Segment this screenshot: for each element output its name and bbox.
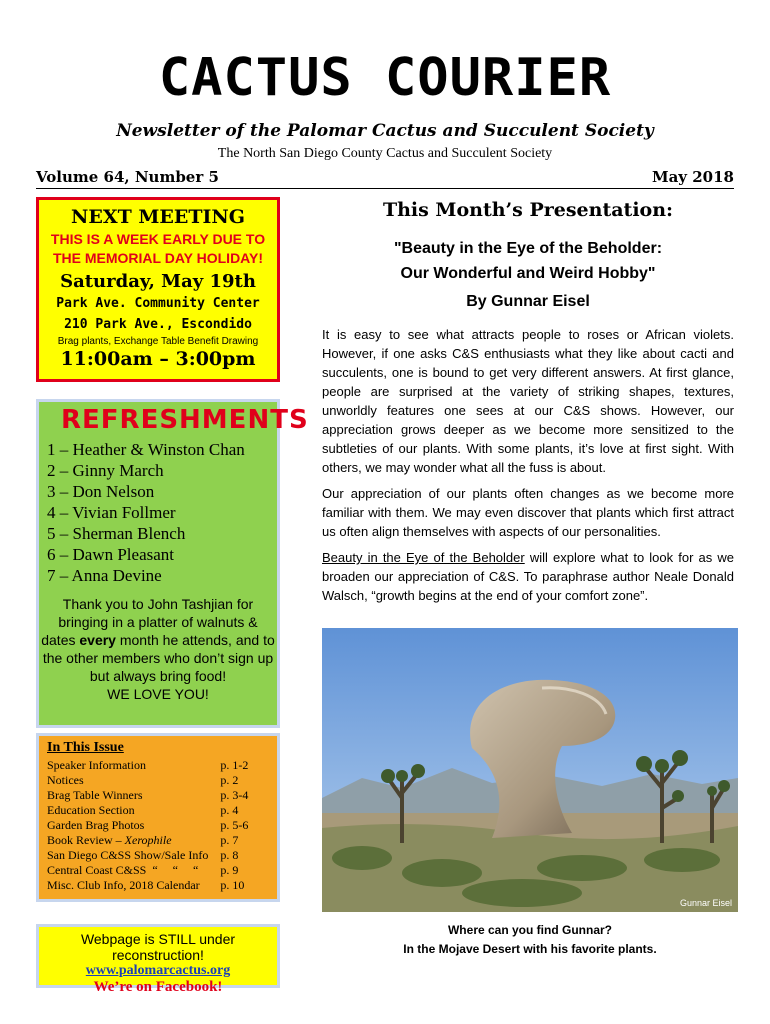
photo-caption-line-2: In the Mojave Desert with his favorite plants. <box>403 942 657 956</box>
issue-topic: Notices <box>47 773 84 787</box>
table-row <box>47 773 248 788</box>
presentation-title <box>316 236 740 286</box>
list-item: 3 – Don Nelson <box>47 482 155 501</box>
list-item: 4 – Vivian Follmer <box>47 503 176 522</box>
thanks-love: WE LOVE YOU! <box>107 686 209 702</box>
presentation-paragraph-2: Our appreciation of our plants often changes as we become more familiar with them. We may even discover that plants which first attract us often align themselves with aspects of our personalities. <box>322 486 734 539</box>
mojave-desert-photo <box>322 628 738 912</box>
issue-topic: Garden Brag Photos <box>47 818 145 832</box>
presentation-title-line-2: Our Wonderful and Weird Hobby" <box>400 265 656 282</box>
presentation-paragraph-3-text: will explore what to look for as we broaden our appreciation of C&S. To paraphrase author Neale Donald Walsch, “growth begins at the end of your comfort zone”. <box>322 550 734 603</box>
issue-page: p. 10 <box>220 878 245 892</box>
presentation-title-line-1: "Beauty in the Eye of the Beholder: <box>393 240 663 257</box>
presentation-paragraph-1: It is easy to see what attracts people to roses or African violets. However, if one asks C&S enthusiasts what they like about cacti and succulents, one is bound to get very different answers. At first glance, people are surprised at the variety of striking shapes, textures, unworldly features one sees at our C&S shows. However, our appreciation grows deeper as we become more sensitized to the subtleties of our plants. With some plants, it’s love at first sight. With others, we may wonder what all the fuss is about. <box>322 327 734 475</box>
table-row <box>47 803 248 818</box>
society-name: The North San Diego County Cactus and Succulent Society <box>217 146 553 161</box>
issue-page: p. 5-6 <box>220 818 249 832</box>
list-item: 5 – Sherman Blench <box>47 524 186 543</box>
webpage-box <box>36 924 280 995</box>
issue-page: p. 7 <box>220 833 239 847</box>
issue-page: p. 2 <box>220 773 239 787</box>
in-this-issue-box <box>36 733 280 902</box>
issue-table <box>47 758 248 893</box>
issue-topic: Misc. Club Info, 2018 Calendar <box>47 878 200 892</box>
issue-page: p. 1-2 <box>220 758 249 772</box>
meeting-location-1: Park Ave. Community Center <box>56 296 260 311</box>
presentation-paragraph-3 <box>322 548 734 605</box>
issue-topic-italic: Xerophile <box>124 833 172 847</box>
thanks-text: Thank you to John Tashjian for bringing in a platter of walnuts & dates <box>41 596 258 648</box>
issue-topic: San Diego C&SS Show/Sale Info <box>47 848 209 862</box>
meeting-location-2: 210 Park Ave., Escondido <box>64 317 252 332</box>
issue-topic-text: Book Review – <box>47 833 125 847</box>
thanks-text-rest: month he attends, and to the other members who don’t sign up but always bring food! <box>42 632 275 684</box>
table-row <box>47 848 248 863</box>
table-row <box>47 833 248 848</box>
list-item: 7 – Anna Devine <box>47 566 162 585</box>
table-row <box>47 878 248 893</box>
issue-heading: In This Issue <box>47 740 124 755</box>
issue-topic: Central Coast C&SS “ “ “ <box>47 863 199 877</box>
issue-page: p. 9 <box>220 863 239 877</box>
thanks-emphasis: every <box>79 632 116 648</box>
list-item: 1 – Heather & Winston Chan <box>47 440 245 459</box>
issue-topic: Speaker Information <box>47 758 146 772</box>
meeting-time: 11:00am – 3:00pm <box>60 348 256 370</box>
meeting-day: Saturday, May 19th <box>60 271 256 292</box>
refreshments-box <box>36 399 309 728</box>
photo-caption <box>322 921 738 959</box>
website-link[interactable]: www.palomarcactus.org <box>85 963 231 978</box>
table-row <box>47 788 248 803</box>
photo-credit: Gunnar Eisel <box>679 898 732 908</box>
issue-date: May 2018 <box>651 168 734 186</box>
table-row <box>47 863 248 878</box>
newsletter-title: CACTUS COURIER <box>158 48 612 108</box>
refreshments-list <box>47 439 277 586</box>
masthead-rule <box>36 188 734 189</box>
issue-topic <box>47 833 208 848</box>
issue-topic: Education Section <box>47 803 135 817</box>
table-row <box>47 818 248 833</box>
newsletter-subtitle: Newsletter of the Palomar Cactus and Succulent Society <box>116 121 654 141</box>
issue-topic: Brag Table Winners <box>47 788 143 802</box>
thanks-note <box>41 595 275 703</box>
refreshments-heading: REFRESHMENTS <box>61 405 309 435</box>
issue-page: p. 8 <box>220 848 239 862</box>
volume-number: Volume 64, Number 5 <box>36 168 219 186</box>
issue-page: p. 4 <box>220 803 239 817</box>
next-meeting-box <box>36 197 280 382</box>
issue-page: p. 3-4 <box>220 788 249 802</box>
meeting-heading: NEXT MEETING <box>71 206 245 228</box>
photo-caption-line-1: Where can you find Gunnar? <box>447 923 612 937</box>
presentation-byline: By Gunnar Eisel <box>466 293 590 310</box>
list-item: 6 – Dawn Pleasant <box>47 545 175 564</box>
meeting-activities: Brag plants, Exchange Table Benefit Drawing <box>57 336 259 347</box>
list-item: 2 – Ginny March <box>47 461 164 480</box>
facebook-notice: We’re on Facebook! <box>93 979 223 995</box>
table-row <box>47 758 248 773</box>
presentation-heading: This Month’s Presentation: <box>382 199 674 221</box>
meeting-warning: THIS IS A WEEK EARLY DUE TO THE MEMORIAL DAY HOLIDAY! <box>50 231 266 266</box>
presentation-title-reference: Beauty in the Eye of the Beholder <box>322 550 525 565</box>
webpage-notice: Webpage is STILL under reconstruction! <box>80 931 236 963</box>
desert-landscape-image <box>322 628 738 912</box>
